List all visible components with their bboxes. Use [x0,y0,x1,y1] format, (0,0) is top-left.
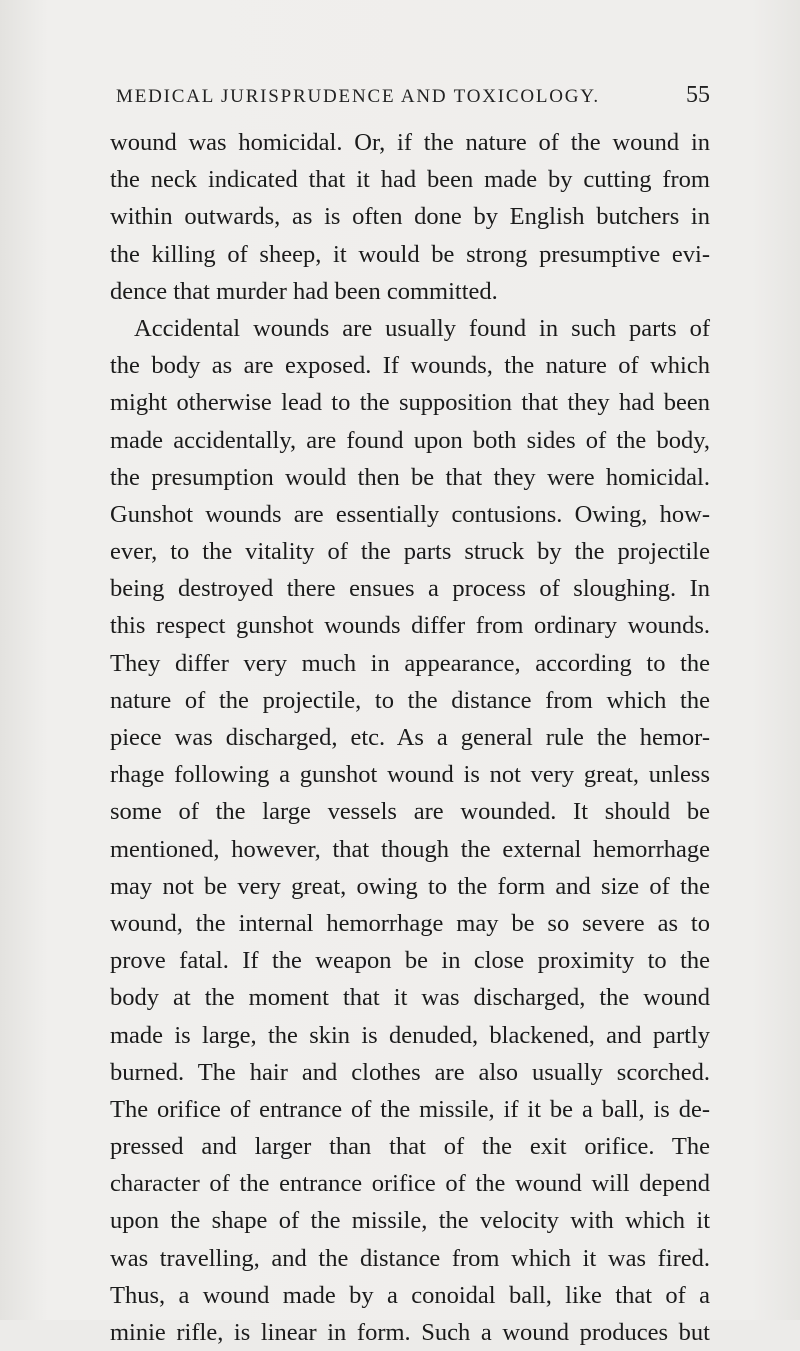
text-line: Thus, a wound made by a conoidal ball, like that of a [110,1281,710,1309]
text-line: upon the shape of the missile, the velocity with which it [110,1207,710,1235]
text-line: They differ very much in appearance, according to the [110,649,710,677]
text-line: the presumption would then be that they were homicidal. [110,463,710,491]
text-line: prove fatal. If the weapon be in close proximity to the [110,947,710,975]
text-line: body at the moment that it was discharged, the wound [110,984,710,1012]
text-line: wound was homicidal. Or, if the nature of the wound in [110,129,710,156]
text-line: character of the entrance orifice of the wound will depend [110,1170,710,1198]
text-line: dence that murder had been committed. [110,277,498,305]
text-line: the killing of sheep, it would be strong presumptive evi- [110,240,710,268]
text-line: the neck indicated that it had been made by cutting from [110,166,710,194]
text-line: this respect gunshot wounds differ from ordinary wounds. [110,612,710,640]
text-line: nature of the projectile, to the distance from which the [110,686,710,714]
text-line: made accidentally, are found upon both sides of the body, [110,426,710,454]
text-line: The orifice of entrance of the missile, if it be a ball, is de- [110,1095,710,1123]
text-line: ever, to the vitality of the parts struck by the projectile [110,538,710,566]
text-line: rhage following a gunshot wound is not very great, unless [110,761,710,789]
text-line: pressed and larger than that of the exit orifice. The [110,1133,710,1161]
running-head [110,80,710,114]
page-number: 55 [686,82,710,108]
text-line: the body as are exposed. If wounds, the nature of which [110,352,710,380]
text-line: burned. The hair and clothes are also usually scorched. [110,1058,710,1086]
text-line: wound, the internal hemorrhage may be so severe as to [110,909,710,937]
text-line: within outwards, as is often done by English butchers in [110,203,710,231]
text-line: may not be very great, owing to the form and size of the [110,872,710,900]
text-line: being destroyed there ensues a process of sloughing. In [110,575,710,603]
text-line: Gunshot wounds are essentially contusions. Owing, how- [110,500,710,528]
text-line: some of the large vessels are wounded. It should be [110,798,710,826]
text-line: piece was discharged, etc. As a general rule the hemor- [110,724,710,751]
text-line: might otherwise lead to the supposition that they had been [110,389,710,417]
text-line: was travelling, and the distance from which it was fired. [110,1244,710,1272]
text-line: made is large, the skin is denuded, blackened, and partly [110,1021,710,1049]
body-text [110,124,710,1351]
text-line: Accidental wounds are usually found in such parts of [134,314,710,342]
running-title: MEDICAL JURISPRUDENCE AND TOXICOLOGY. [116,86,600,107]
text-line: minie rifle, is linear in form. Such a wound produces but [110,1319,710,1346]
text-line: mentioned, however, that though the external hemorrhage [110,835,710,863]
